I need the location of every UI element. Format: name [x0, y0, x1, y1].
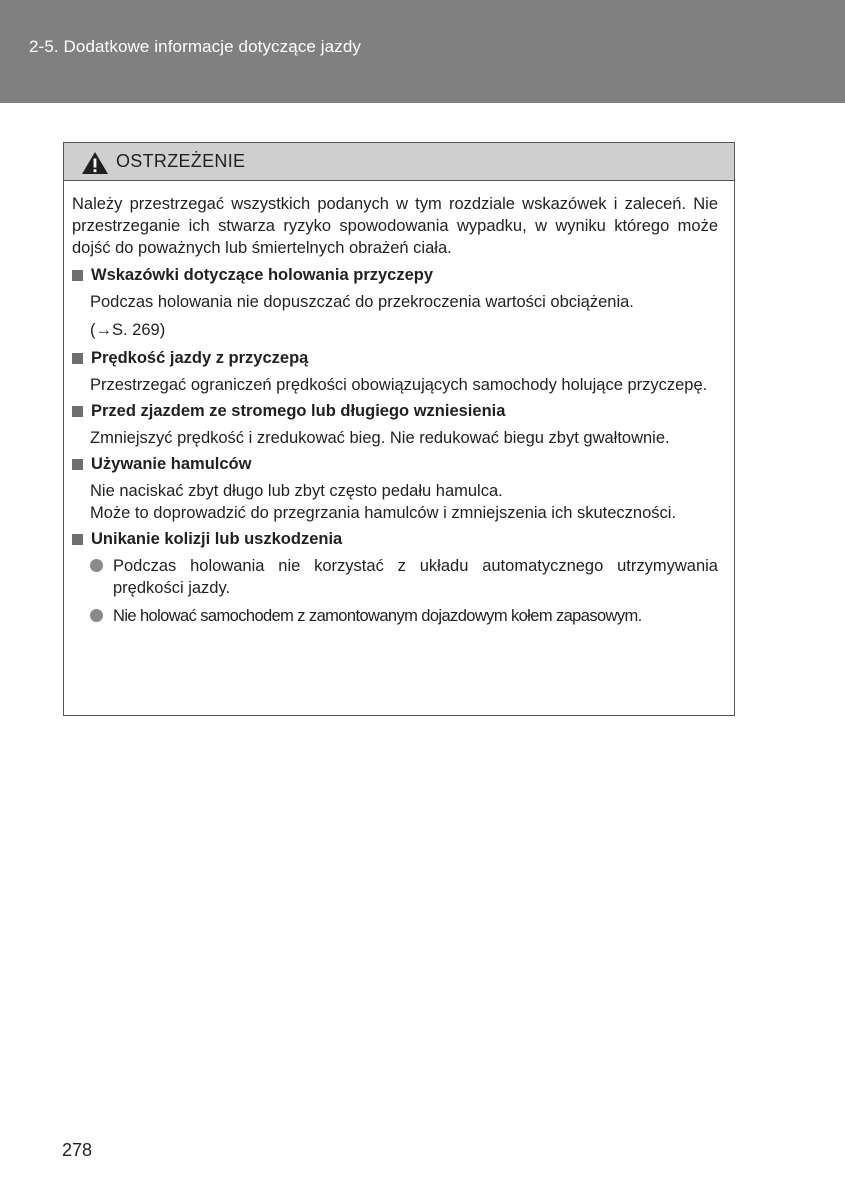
section-speed-with-trailer [72, 347, 718, 396]
list-item [72, 555, 718, 599]
square-bullet-icon [72, 459, 83, 470]
warning-triangle-icon [81, 151, 109, 175]
square-bullet-icon [72, 353, 83, 364]
section-text-2: Może to doprowadzić do przegrzania hamulców i zmniejszenia ich skuteczności. [90, 504, 677, 522]
section-text: Podczas holowania nie dopuszczać do przekroczenia wartości obciążenia. [90, 293, 634, 311]
section-heading: Używanie hamulców [91, 455, 252, 473]
warning-title: OSTRZEŻENIE [116, 151, 246, 171]
warning-box [63, 142, 735, 716]
section-collision [72, 528, 718, 627]
section-text: Zmniejszyć prędkość i zredukować bieg. Nie redukować biegu zbyt gwałtownie. [90, 429, 670, 447]
section-text: Nie naciskać zbyt długo lub zbyt często pedału hamulca. [90, 482, 503, 500]
section-towing-tips [72, 264, 718, 341]
bullet-text: Nie holować samochodem z zamontowanym dojazdowym kołem zapasowym. [113, 607, 642, 625]
warning-body [64, 181, 734, 627]
warning-header [64, 143, 734, 181]
square-bullet-icon [72, 406, 83, 417]
round-bullet-icon [90, 559, 103, 572]
section-steep-descent [72, 400, 718, 449]
section-heading: Prędkość jazdy z przyczepą [91, 349, 309, 367]
page-number: 278 [62, 1140, 93, 1160]
section-title: 2-5. Dodatkowe informacje dotyczące jazdy [29, 37, 361, 56]
section-brakes [72, 453, 718, 524]
section-heading: Wskazówki dotyczące holowania przyczepy [91, 266, 434, 284]
page-reference-link[interactable]: (→S. 269) [90, 321, 166, 339]
section-text: Przestrzegać ograniczeń prędkości obowiązujących samochody holujące przyczepę. [90, 376, 708, 394]
square-bullet-icon [72, 534, 83, 545]
section-heading: Unikanie kolizji lub uszkodzenia [91, 530, 343, 548]
section-heading: Przed zjazdem ze stromego lub długiego wzniesienia [91, 402, 506, 420]
list-item [72, 605, 718, 627]
warning-intro: Należy przestrzegać wszystkich podanych w tym rozdziale wskazówek i zaleceń. Nie przestrzeganie ich stwarza ryzyko spowodowania wypadku, w wyniku którego może dojść do poważnych lub śmiertelnych obrażeń ciała. [72, 195, 718, 257]
bullet-text: Podczas holowania nie korzystać z układu automatycznego utrzymywania prędkości jazdy. [113, 557, 718, 597]
square-bullet-icon [72, 270, 83, 281]
page-header [0, 0, 845, 103]
round-bullet-icon [90, 609, 103, 622]
